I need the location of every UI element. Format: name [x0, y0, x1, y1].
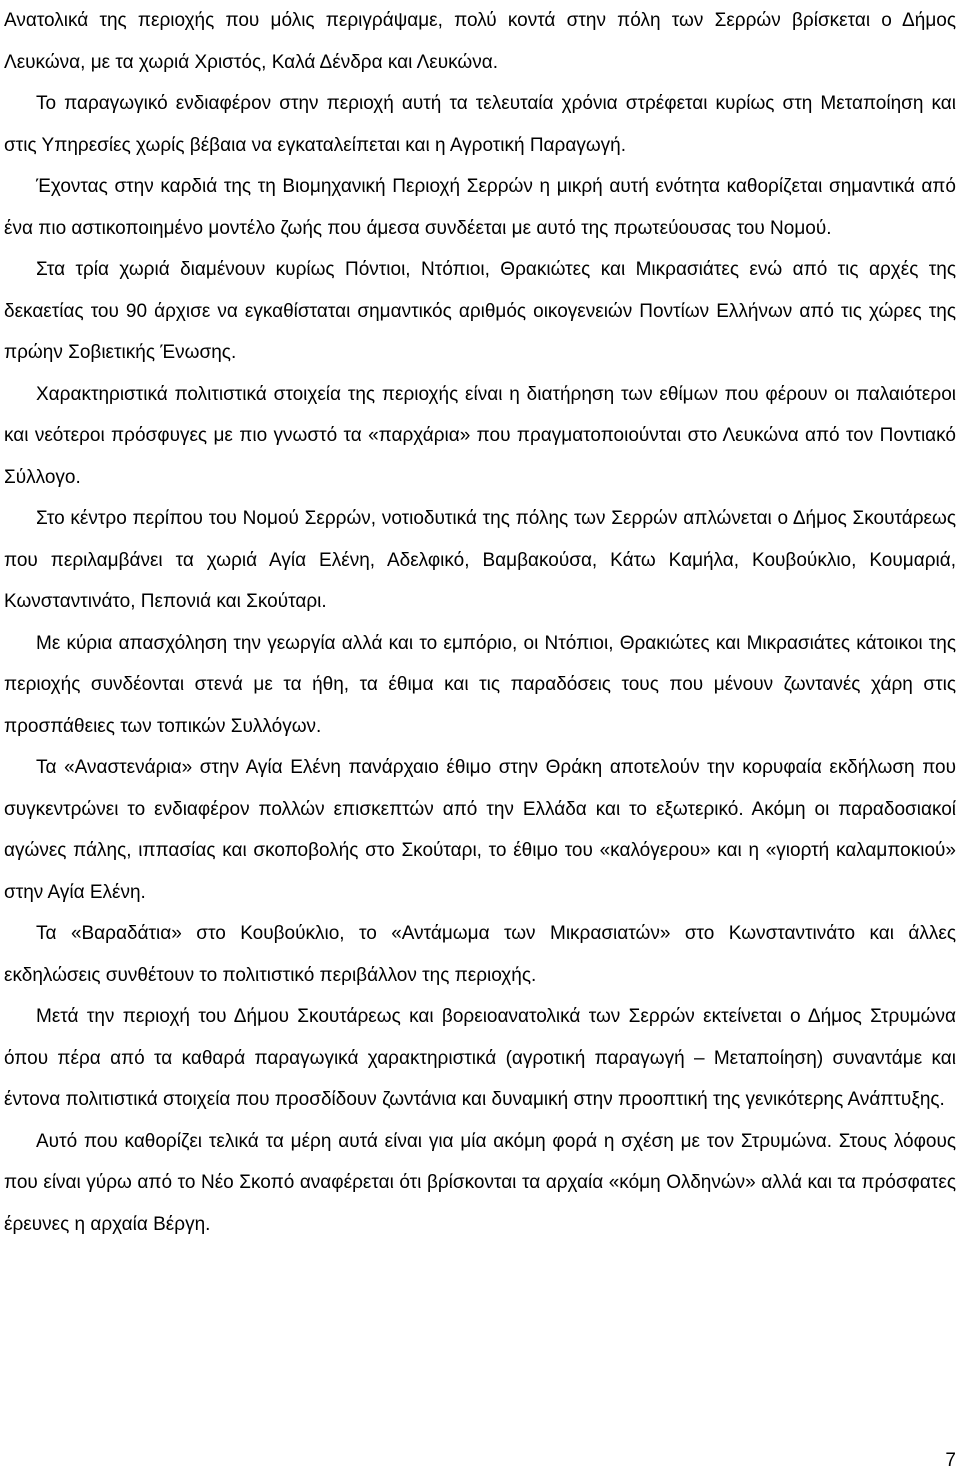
- page-number: 7: [945, 1450, 956, 1471]
- document-page: [4, 0, 956, 1245]
- paragraph-politistika-stoicheia: Χαρακτηριστικά πολιτιστικά στοιχεία της περιοχής είναι η διατήρηση των εθίμων που φέρουν οι παλαιότεροι και νεότεροι πρόσφυγες με πιο γνωστό τα «παρχάρια» που πραγματοποιούνται στο Λευκώνα από τον Ποντιακό Σύλλογο.: [4, 383, 956, 488]
- paragraph-varadatia: Τα «Βαραδάτια» στο Κουβούκλιο, το «Αντάμωμα των Μικρασιατών» στο Κωνσταντινάτο και άλλες εκδηλώσεις συνθέτουν το πολιτιστικό περιβάλλον της περιοχής.: [4, 923, 956, 986]
- paragraph-katoikoi-lefkona: Στα τρία χωριά διαμένουν κυρίως Πόντιοι, Ντόπιοι, Θρακιώτες και Μικρασιάτες ενώ από τις αρχές της δεκαετίας του 90 άρχισε να εγκαθίσταται σημαντικός αριθμός οικογενειών Ποντίων Ελλήνων από τις χώρες της πρώην Σοβιετικής Ένωσης.: [4, 259, 956, 363]
- paragraph-paragogiko-endiaferon: Το παραγωγικό ενδιαφέρον στην περιοχή αυτή τα τελευταία χρόνια στρέφεται κυρίως στη Μεταποίηση και στις Υπηρεσίες χωρίς βέβαια να εγκαταλείπεται και η Αγροτική Παραγωγή.: [4, 93, 956, 156]
- paragraph-dimos-lefkona: Ανατολικά της περιοχής που μόλις περιγράψαμε, πολύ κοντά στην πόλη των Σερρών βρίσκεται ο Δήμος Λευκώνα, με τα χωριά Χριστός, Καλά Δένδρα και Λευκώνα.: [4, 10, 956, 73]
- paragraph-viomichaniki-periochi: Έχοντας στην καρδιά της τη Βιομηχανική Περιοχή Σερρών η μικρή αυτή ενότητα καθορίζεται σημαντικά από ένα πιο αστικοποιημένο μοντέλο ζωής που άμεσα συνδέεται με αυτό της πρωτεύουσας του Νομού.: [4, 176, 956, 239]
- paragraph-dimos-skoutareos: Στο κέντρο περίπου του Νομού Σερρών, νοτιοδυτικά της πόλης των Σερρών απλώνεται ο Δήμος Σκουτάρεως που περιλαμβάνει τα χωριά Αγία Ελένη, Αδελφικό, Βαμβακούσα, Κάτω Καμήλα, Κουβούκλιο, Κουμαριά, Κωνσταντινάτο, Πεπονιά και Σκούταρι.: [4, 508, 956, 612]
- paragraph-archaia-vergi: Αυτό που καθορίζει τελικά τα μέρη αυτά είναι για μία ακόμη φορά η σχέση με τον Στρυμώνα. Στους λόφους που είναι γύρω από το Νέο Σκοπό αναφέρεται ότι βρίσκονται τα αρχαία «κόμη Ολδηνών» αλλά και τα πρόσφατες έρευνες η αρχαία Βέργη.: [4, 1130, 956, 1235]
- paragraph-anastenaria: Τα «Αναστενάρια» στην Αγία Ελένη πανάρχαιο έθιμο στην Θράκη αποτελούν την κορυφαία εκδήλωση που συγκεντρώνει το ενδιαφέρον πολλών επισκεπτών από την Ελλάδα και το εξωτερικό. Ακόμη οι παραδοσιακοί αγώνες πάλης, ιππασίας και σκοποβολής στο Σκούταρι, το έθιμο του «καλόγερου» και η «γιορτή καλαμποκιού» στην Αγία Ελένη.: [4, 757, 956, 903]
- paragraph-apascholisi: Με κύρια απασχόληση την γεωργία αλλά και το εμπόριο, οι Ντόπιοι, Θρακιώτες και Μικρασιάτες κάτοικοι της περιοχής συνδέονται στενά με τα ήθη, τα έθιμα και τις παραδόσεις τους που μένουν ζωντανές χάρη στις προσπάθειες των τοπικών Συλλόγων.: [4, 632, 956, 737]
- paragraph-dimos-strymona: Μετά την περιοχή του Δήμου Σκουτάρεως και βορειοανατολικά των Σερρών εκτείνεται ο Δήμος Στρυμώνα όπου πέρα από τα καθαρά παραγωγικά χαρακτηριστικά (αγροτική παραγωγή – Μεταποίηση) συναντάμε και έντονα πολιτιστικά στοιχεία που προσδίδουν ζωντάνια και δυναμική στην προοπτική της γενικότερης Ανάπτυξης.: [4, 1006, 956, 1110]
